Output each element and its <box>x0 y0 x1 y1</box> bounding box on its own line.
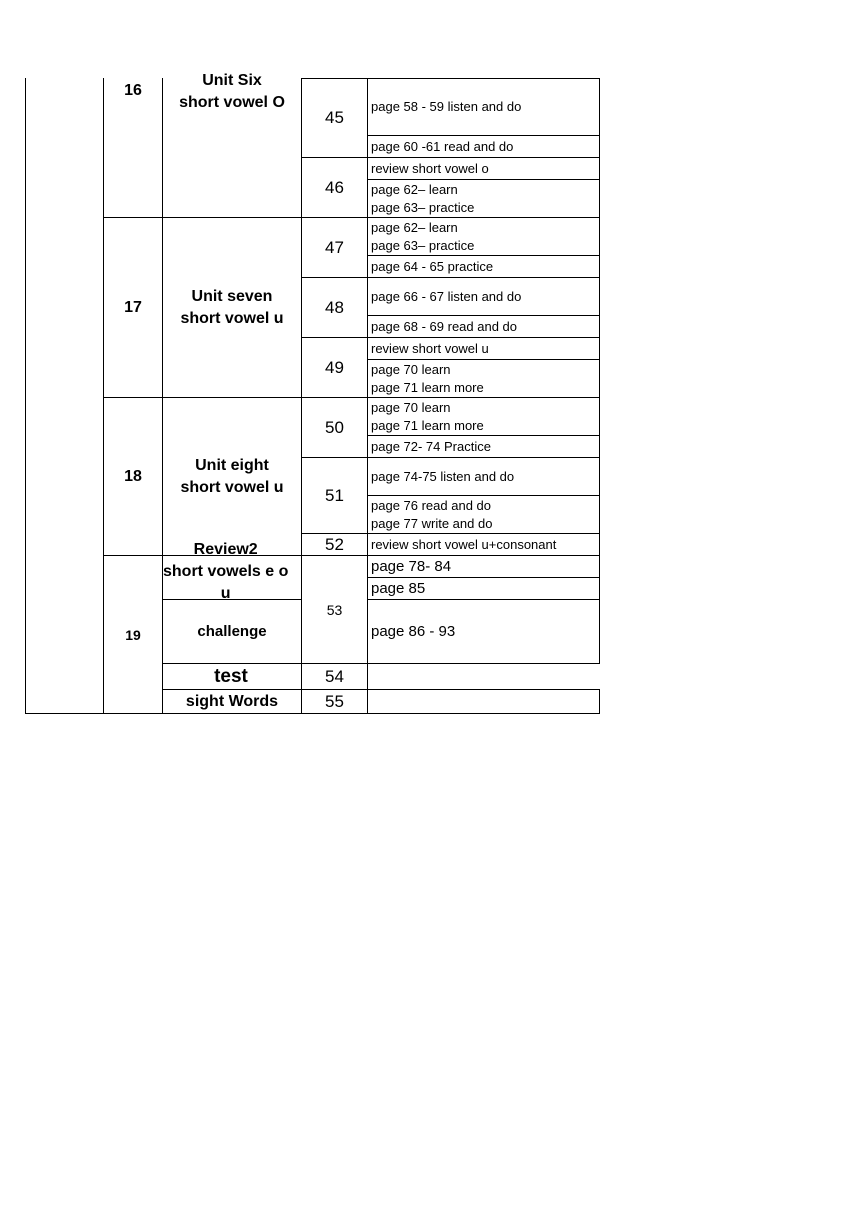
activity-cell <box>368 79 599 135</box>
unit-title-line: Review2 <box>193 541 258 558</box>
activity-text: page 64 - 65 practice <box>371 258 494 274</box>
lesson-number: 49 <box>325 357 344 377</box>
activity-text: page 70 learn <box>371 399 451 415</box>
lesson-number: 53 <box>326 601 343 618</box>
week-number: 16 <box>124 82 142 99</box>
unit-title <box>163 70 301 114</box>
week-number: 18 <box>124 467 142 485</box>
activity-text: page 66 - 67 listen and do <box>371 288 522 304</box>
lesson-number: 46 <box>325 177 344 197</box>
unit-title <box>163 398 301 555</box>
unit-title-line: Unit seven <box>191 287 273 305</box>
activity-text: page 63– practice <box>371 237 475 253</box>
activity-cell <box>368 256 599 277</box>
activity-text: page 62– learn <box>371 219 458 235</box>
activity-text: review short vowel u <box>371 340 489 356</box>
lesson-number: 48 <box>325 297 344 317</box>
unit-title-line: short vowels e o <box>163 563 289 580</box>
activity-cell <box>368 218 599 255</box>
activity-text: page 85 <box>371 579 426 597</box>
unit-title-line: short vowel O <box>179 94 285 111</box>
activity-cell <box>368 158 599 179</box>
grid-line <box>25 713 600 714</box>
activity-text: page 68 - 69 read and do <box>371 318 518 334</box>
lesson-number: 50 <box>325 417 344 437</box>
activity-cell <box>368 316 599 337</box>
activity-cell <box>368 556 599 577</box>
activity-text: review short vowel o <box>371 160 489 176</box>
activity-text: review short vowel u+consonant <box>371 536 557 552</box>
grid-line <box>599 690 600 714</box>
lesson-number: 47 <box>325 237 344 257</box>
activity-text: page 71 learn more <box>371 417 484 433</box>
unit-title-line: u <box>220 585 231 602</box>
activity-text: page 60 -61 read and do <box>371 138 514 154</box>
activity-text: page 72- 74 Practice <box>371 438 491 454</box>
unit-title-line: Unit Six <box>202 72 262 89</box>
activity-cell <box>368 398 599 435</box>
activity-text: page 86 - 93 <box>371 622 456 640</box>
activity-cell <box>368 436 599 457</box>
unit-title <box>163 600 301 663</box>
unit-title <box>163 218 301 397</box>
lesson-number: 51 <box>325 485 344 505</box>
lesson-number: 45 <box>325 108 344 127</box>
activity-cell <box>368 338 599 359</box>
activity-text: page 70 learn <box>371 361 451 377</box>
week-number: 19 <box>125 626 141 643</box>
activity-text: page 62– learn <box>371 181 458 197</box>
activity-text: page 71 learn more <box>371 379 484 395</box>
activity-cell <box>368 578 599 599</box>
unit-title-line: Unit eight <box>195 456 269 474</box>
activity-text: page 63– practice <box>371 199 475 215</box>
activity-cell <box>368 360 599 397</box>
unit-title-line: challenge <box>197 622 267 640</box>
activity-cell <box>368 278 599 315</box>
lesson-number: 52 <box>325 534 344 554</box>
lesson-number: 55 <box>325 691 344 711</box>
activity-text: page 77 write and do <box>371 515 493 531</box>
activity-cell <box>368 180 599 217</box>
unit-title: test <box>214 665 248 687</box>
activity-text: page 74-75 listen and do <box>371 468 515 484</box>
lesson-number: 54 <box>325 666 344 686</box>
week-number: 17 <box>124 298 142 316</box>
unit-title <box>163 541 301 602</box>
unit-title: sight Words <box>185 692 279 710</box>
activity-text: page 76 read and do <box>371 497 491 513</box>
grid-line <box>25 78 26 714</box>
activity-cell <box>368 600 599 663</box>
activity-cell <box>368 534 599 555</box>
activity-text: page 58 - 59 listen and do <box>371 99 522 114</box>
activity-cell <box>368 496 599 533</box>
activity-cell <box>368 136 599 157</box>
unit-title-line: short vowel u <box>180 478 284 496</box>
activity-cell <box>368 458 599 495</box>
activity-text: page 78- 84 <box>371 557 452 575</box>
unit-title-line: short vowel u <box>180 309 284 327</box>
